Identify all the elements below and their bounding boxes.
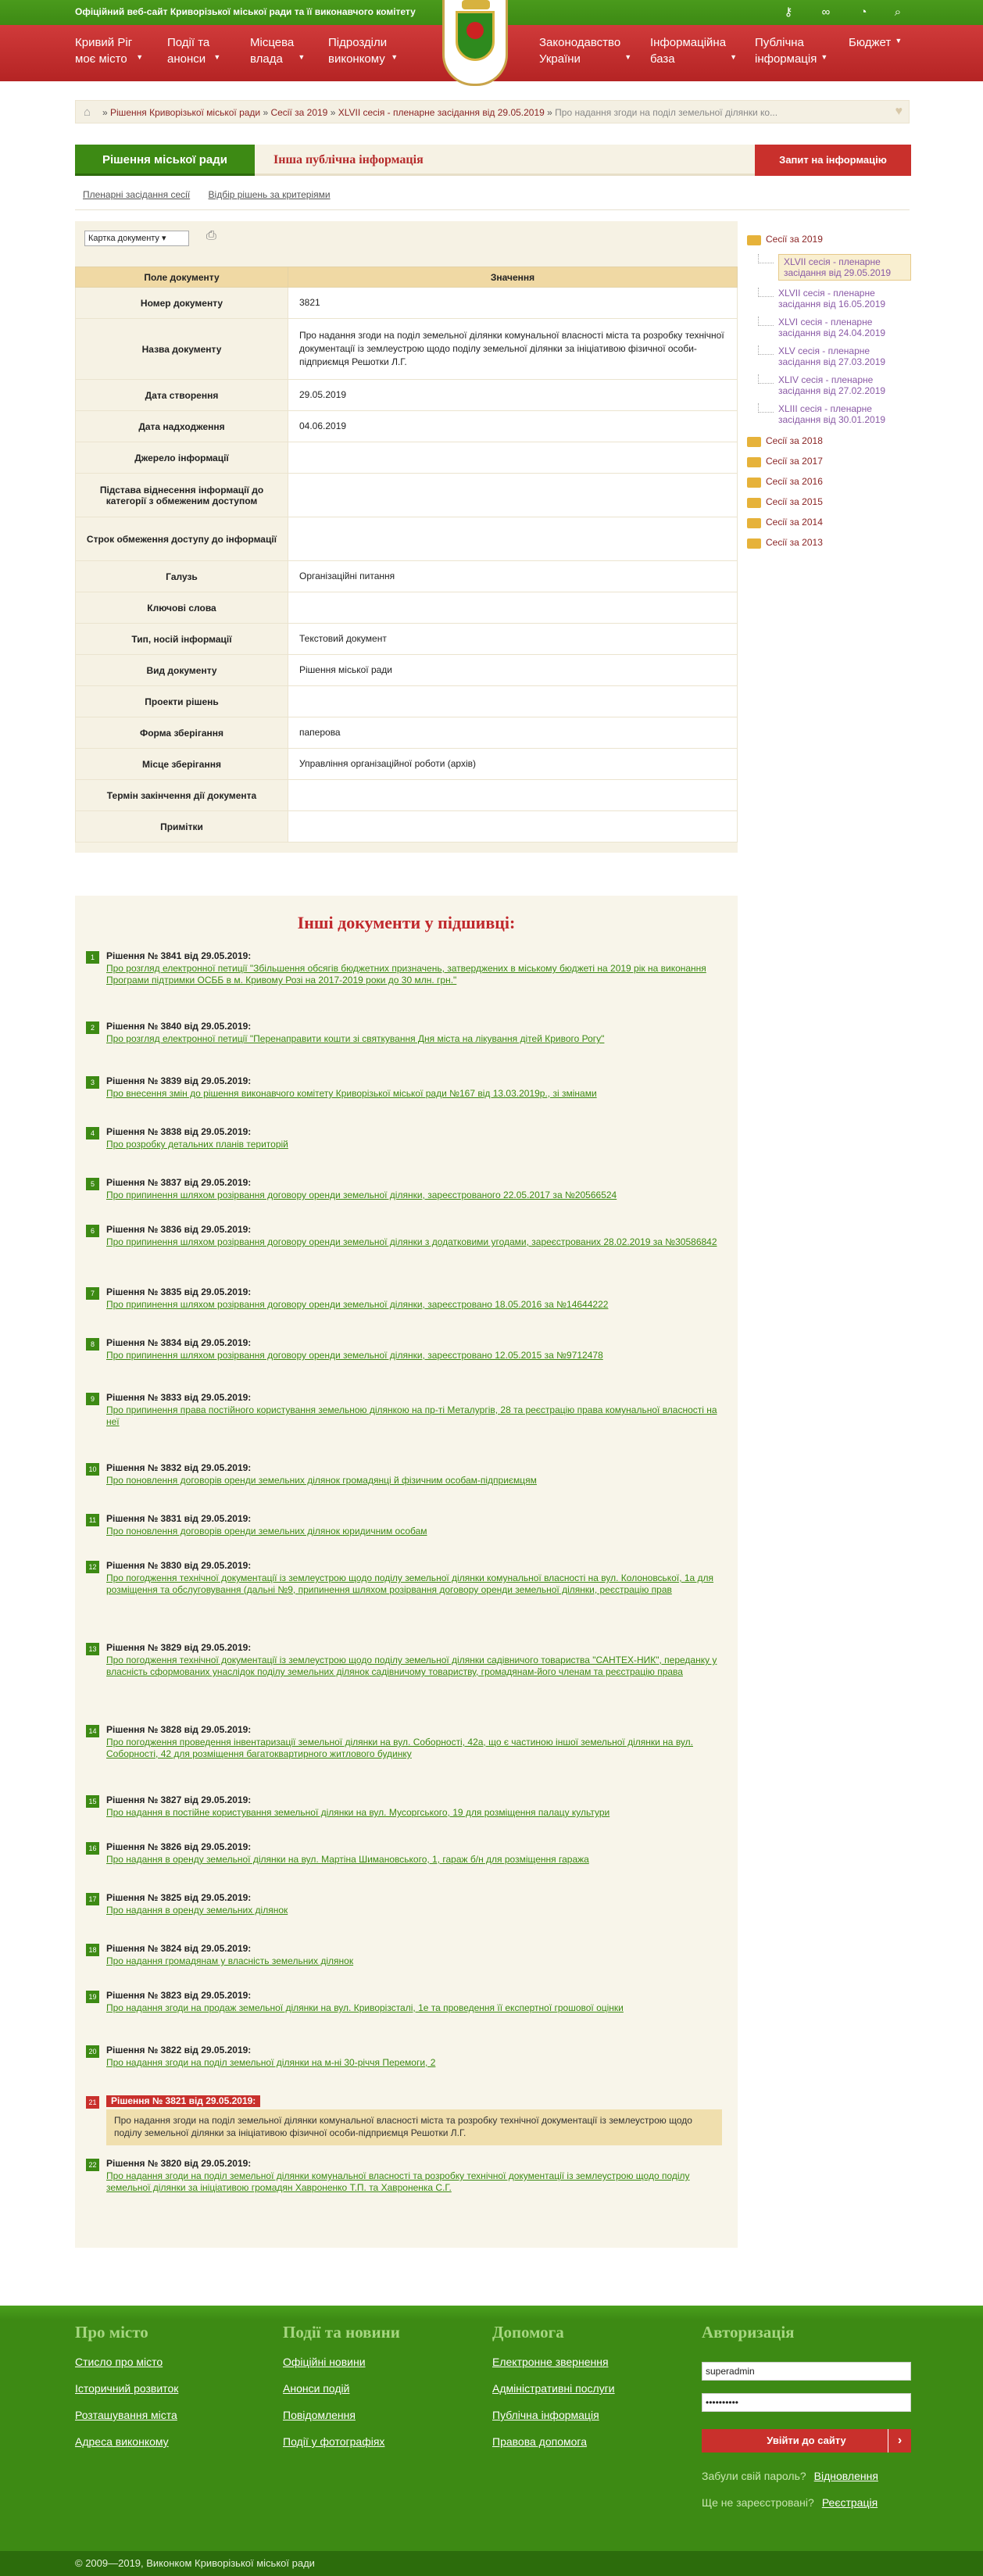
login-button[interactable]: Увійти до сайту › [702,2429,911,2453]
item-number-badge: 1 [86,951,99,964]
table-row [76,749,738,780]
field-value [288,592,738,624]
nav-item-budget[interactable]: Бюджет ▼ [849,36,903,49]
item-number-badge: 15 [86,1795,99,1808]
city-coat-of-arms[interactable] [442,0,508,86]
decision-title: Рішення № 3840 від 29.05.2019: [106,1021,252,1032]
forgot-password-row: Забули свій пароль? Відновлення [702,2470,878,2482]
related-heading: Інші документи у підшивці: [297,913,516,932]
related-documents [75,896,738,2248]
folder-icon [747,437,761,447]
item-number-badge: 20 [86,2045,99,2058]
footer-link[interactable]: Правова допомога [492,2435,587,2448]
field-value: Про надання згоди на поділ земельної ділянки комунальної власності міста та розробку технічної документації із землеустрою щодо поділу земельної ділянки за ініціативою фізичної особи-підприємця Решотки Л.Г. [288,319,738,380]
footer-link[interactable]: Стисло про місто [75,2356,163,2368]
decision-link[interactable]: Про внесення змін до рішення виконавчого комітету Криворізької міської ради №167 від 13.03.2019р., зі змінами [106,1088,597,1099]
folder-sessions-2017[interactable]: Сесії за 2017 [747,453,911,470]
document-view-select[interactable]: Картка документу ▾ [84,231,189,246]
password-field[interactable]: •••••••••• [702,2393,911,2412]
footer-news-column [283,2323,400,2460]
folder-icon [747,498,761,508]
tree-branch-icon [758,345,774,355]
footer-link[interactable]: Повідомлення [283,2409,356,2421]
sidebar-session-item[interactable]: XLVIІ сесія - пленарне засідання від 16.05.2019 [753,288,911,309]
table-row [76,717,738,749]
column-header-value: Значення [288,267,738,288]
field-label: Примітки [76,811,288,843]
item-number-badge: 8 [86,1338,99,1351]
footer-top-band [0,2306,983,2320]
item-number-badge: 18 [86,1944,99,1956]
arrow-right-icon: › [888,2429,911,2453]
item-number-badge: 9 [86,1393,99,1405]
decision-link[interactable]: Про надання в постійне користування земельної ділянки на вул. Мусоргського, 19 для розміщення палацу культури [106,1807,610,1818]
footer-link[interactable]: Анонси подій [283,2382,350,2395]
table-row [76,411,738,442]
nav-item-events[interactable]: Події та анонси ▼ [167,36,221,66]
folder-sessions-2016[interactable]: Сесії за 2016 [747,473,911,490]
current-decision-text: Про надання згоди на поділ земельної ділянки комунальної власності міста та розробку технічної документації із землеустрою щодо поділу земельної ділянки за ініціативою фізичної особи-підприємця Решотки Л.Г. [106,2109,722,2145]
sessions-sidebar [747,231,911,551]
decision-link[interactable]: Про припинення шляхом розірвання договору оренди земельної ділянки з додатковими угодами, зареєстрованих 28.02.2019 за №30586842 [106,1236,717,1247]
footer-link[interactable]: Адреса виконкому [75,2435,169,2448]
decision-title: Рішення № 3827 від 29.05.2019: [106,1794,252,1805]
glasses-icon[interactable]: ∞ [821,5,831,19]
section-header [255,145,755,176]
item-number-badge: 3 [86,1076,99,1089]
decision-title: Рішення № 3836 від 29.05.2019: [106,1224,252,1235]
decision-title: Рішення № 3830 від 29.05.2019: [106,1560,252,1571]
field-value: Текстовий документ [288,624,738,655]
favorite-heart-icon[interactable]: ♥ [895,105,903,118]
field-value: Рішення міської ради [288,655,738,686]
field-label: Проекти рішень [76,686,288,717]
table-row [76,288,738,319]
item-number-badge: 16 [86,1842,99,1855]
key-icon[interactable]: ⚷ [784,5,793,19]
folder-icon [747,538,761,549]
field-value: 3821 [288,288,738,319]
decision-title: Рішення № 3822 від 29.05.2019: [106,2045,252,2055]
decision-title: Рішення № 3821 від 29.05.2019: [106,2095,260,2107]
field-label: Місце зберігання [76,749,288,780]
decision-title: Рішення № 3824 від 29.05.2019: [106,1943,252,1954]
field-label: Дата надходження [76,411,288,442]
divider [75,209,910,210]
decision-link[interactable]: Про надання в оренду земельної ділянки на вул. Мартіна Шимановського, 1, гараж б/н для розміщення гаража [106,1854,589,1865]
table-row [76,811,738,843]
item-number-badge: 6 [86,1225,99,1237]
item-number-badge: 5 [86,1178,99,1190]
decision-title: Рішення № 3835 від 29.05.2019: [106,1286,252,1297]
decision-title: Рішення № 3828 від 29.05.2019: [106,1724,252,1735]
item-number-badge: 12 [86,1561,99,1573]
nav-item-legislation[interactable]: Законодавство України ▼ [539,36,632,66]
username-field[interactable]: superadmin [702,2362,911,2381]
footer-link[interactable]: Історичний розвиток [75,2382,179,2395]
decision-title: Рішення № 3825 від 29.05.2019: [106,1892,252,1903]
field-label: Підстава віднесення інформації до категорії з обмеженим доступом [76,474,288,517]
footer-heading: Авторизація [702,2323,795,2342]
table-row [76,474,738,517]
sidebar-session-item[interactable]: XLIII сесія - пленарне засідання від 30.01.2019 [753,403,911,425]
item-number-badge: 21 [86,2096,99,2109]
item-number-badge: 22 [86,2159,99,2171]
field-value [288,811,738,843]
item-number-badge: 7 [86,1287,99,1300]
item-number-badge: 10 [86,1463,99,1476]
breadcrumb-link[interactable]: Рішення Криворізької міської ради [110,107,261,118]
decision-link[interactable]: Про припинення шляхом розірвання договору оренди земельної ділянки, зареєстровано 12.05.2015 за №9712478 [106,1350,603,1361]
nav-item-divisions[interactable]: Підрозділи виконкому ▼ [328,36,399,66]
field-label: Термін закінчення дії документа [76,780,288,811]
footer-about-column [75,2323,178,2460]
footer-heading: Допомога [492,2323,564,2342]
table-row [76,686,738,717]
field-label: Тип, носій інформації [76,624,288,655]
print-icon[interactable]: ⎙ [206,229,216,242]
request-info-button[interactable]: Запит на інформацію [755,145,911,176]
table-row [76,319,738,380]
tree-branch-icon [758,374,774,384]
decision-title: Рішення № 3841 від 29.05.2019: [106,950,252,961]
footer-link[interactable]: Події у фотографіях [283,2435,385,2448]
tab-city-council-decisions[interactable]: Рішення міської ради [75,145,255,176]
search-icon[interactable]: ⌕ [894,5,902,19]
field-label: Вид документу [76,655,288,686]
subtab-plenary-sessions[interactable]: Пленарні засідання сесії [83,189,191,200]
register-row: Ще не зареєстровані? Реєстрація [702,2496,878,2509]
nav-item-city[interactable]: Кривий Ріг моє місто ▼ [75,36,144,66]
tree-branch-icon [758,254,774,263]
field-value [288,517,738,561]
breadcrumb [75,100,910,123]
decision-link[interactable]: Про погодження технічної документації із землеустрою щодо поділу земельної ділянки садівничого товариства "САНТЕХ-НИК", переданку у власність сформованих унаслідок поділу земельних ділянок садівничому товариству, громадянам-його членам та реєстрацію права [106,1655,717,1677]
decision-link[interactable]: Про погодження проведення інвентаризації земельної ділянки на вул. Соборності, 42а, що є частиною іншої земельної ділянки на вул. Соборності, 42 для розміщення багатоквартирного житлового будинку [106,1737,693,1759]
field-label: Джерело інформації [76,442,288,474]
column-header-field: Поле документу [76,267,288,288]
site-title: Офіційний веб-сайт Криворізької міської ради та її виконавчого комітету [75,6,416,17]
subtab-filter-decisions[interactable]: Відбір рішень за критеріями [208,189,331,200]
item-number-badge: 2 [86,1021,99,1034]
field-label: Форма зберігання [76,717,288,749]
table-row [76,655,738,686]
field-value: 29.05.2019 [288,380,738,411]
decision-link[interactable]: Про погодження технічної документації із землеустрою щодо поділу земельної ділянки комунальної власності на вул. Колоновської, 1а для розміщення та обслуговування (дальні №9, припинення шляхом розірвання договору оренди земельної ділянки, реєстрацію прав [106,1572,714,1595]
field-value [288,686,738,717]
field-value: Організаційні питання [288,561,738,592]
sidebar-session-item[interactable]: XLV сесія - пленарне засідання від 27.03.2019 [753,345,911,367]
footer-link[interactable]: Публічна інформація [492,2409,599,2421]
decision-title: Рішення № 3826 від 29.05.2019: [106,1841,252,1852]
field-value: паперова [288,717,738,749]
sidebar-session-item[interactable]: XLVI сесія - пленарне засідання від 24.04.2019 [753,317,911,338]
item-number-badge: 19 [86,1991,99,2003]
crown-shape [462,0,490,9]
breadcrumb-link[interactable]: Сесії за 2019 [270,107,328,118]
tree-branch-icon [758,403,774,413]
folder-sessions-2019[interactable]: Сесії за 2019 [747,231,911,248]
field-label: Строк обмеження доступу до інформації [76,517,288,561]
footer-heading: Про місто [75,2323,148,2342]
field-label: Ключові слова [76,592,288,624]
document-card [75,221,738,853]
item-number-badge: 14 [86,1725,99,1737]
folder-sessions-2015[interactable]: Сесії за 2015 [747,493,911,510]
decision-link[interactable]: Про надання в оренду земельних ділянок [106,1905,288,1916]
decision-link[interactable]: Про припинення шляхом розірвання договору оренди земельної ділянки, зареєстрованого 22.05.2017 за №20566524 [106,1190,617,1200]
footer [0,2306,983,2576]
subtabs [83,189,346,200]
decision-link[interactable]: Про розгляд електронної петиції "Збільшення обсягів бюджетних призначень, затверджених в міському бюджеті на 2019 рік на виконання Програми підтримки ОСББ в м. Кривому Розі на 2017-2019 роки до 30 млн. грн." [106,963,706,986]
sidebar-session-item[interactable]: XLIV сесія - пленарне засідання від 27.02.2019 [753,374,911,396]
rss-icon[interactable]: ◔ [860,5,867,19]
field-label: Галузь [76,561,288,592]
breadcrumb-link[interactable]: XLVII сесія - пленарне засідання від 29.05.2019 [338,107,545,118]
folder-sessions-2014[interactable]: Сесії за 2014 [747,513,911,531]
field-label: Назва документу [76,319,288,380]
footer-auth-column [702,2323,795,2353]
footer-help-column [492,2323,615,2460]
decision-link[interactable]: Про припинення права постійного користування земельною ділянкою на пр-ті Металургів, 28 та реєстрацію права комунальної власності на неї [106,1404,717,1427]
table-row [76,380,738,411]
field-value: 04.06.2019 [288,411,738,442]
footer-heading: Події та новини [283,2323,400,2342]
footer-link[interactable]: Розташування міста [75,2409,177,2421]
decision-title: Рішення № 3820 від 29.05.2019: [106,2158,252,2169]
table-row [76,517,738,561]
folder-icon [747,235,761,245]
footer-link[interactable]: Адміністративні послуги [492,2382,615,2395]
decision-link[interactable]: Про надання згоди на поділ земельної ділянки на м-ні 30-річчя Перемоги, 2 [106,2057,436,2068]
decision-title: Рішення № 3829 від 29.05.2019: [106,1642,252,1653]
decision-link[interactable]: Про поновлення договорів оренди земельних ділянок громадянці й фізичним особам-підприємцям [106,1475,537,1486]
decision-link[interactable]: Про надання згоди на продаж земельної ділянки на вул. Криворізсталі, 1е та проведення її експертної грошової оцінки [106,2002,624,2013]
decision-link[interactable]: Про розробку детальних планів територій [106,1139,288,1150]
decision-link[interactable]: Про поновлення договорів оренди земельних ділянок юридичним особам [106,1526,427,1537]
folder-icon [747,518,761,528]
item-number-badge: 4 [86,1127,99,1140]
register-link[interactable]: Реєстрація [821,2496,878,2509]
nav-item-public-info[interactable]: Публічна інформація ▼ [755,36,828,66]
table-row [76,442,738,474]
decision-link[interactable]: Про надання згоди на поділ земельної ділянки комунальної власності та розробку технічної документації із землеустрою щодо поділу земельної ділянки за ініціативою громадян Хавроненко Т.П. та Хавроненка С.Г. [106,2170,690,2193]
document-table [75,267,738,843]
field-value [288,780,738,811]
folder-icon [747,457,761,467]
footer-link[interactable]: Офіційні новини [283,2356,366,2368]
field-label: Дата створення [76,380,288,411]
section-title: Інша публічна інформація [273,153,424,166]
folder-sessions-2013[interactable]: Сесії за 2013 [747,534,911,551]
table-row [76,592,738,624]
decision-title: Рішення № 3839 від 29.05.2019: [106,1075,252,1086]
decision-link[interactable]: Про надання громадянам у власність земельних ділянок [106,1955,354,1966]
table-row [76,624,738,655]
rose-shape [466,22,484,39]
decision-title: Рішення № 3823 від 29.05.2019: [106,1990,252,2001]
sidebar-session-item[interactable]: XLVII сесія - пленарне засідання від 29.05.2019 [753,254,911,281]
decision-title: Рішення № 3838 від 29.05.2019: [106,1126,252,1137]
nav-item-info-base[interactable]: Інформаційна база ▼ [650,36,738,66]
decision-title: Рішення № 3832 від 29.05.2019: [106,1462,252,1473]
field-value [288,442,738,474]
table-row [76,561,738,592]
decision-title: Рішення № 3831 від 29.05.2019: [106,1513,252,1524]
decision-title: Рішення № 3834 від 29.05.2019: [106,1337,252,1348]
decision-link[interactable]: Про розгляд електронної петиції "Перенаправити кошти зі святкування Дня міста на лікування дітей Кривого Рогу" [106,1033,605,1044]
decision-link[interactable]: Про припинення шляхом розірвання договору оренди земельної ділянки, зареєстровано 18.05.2016 за №14644222 [106,1299,609,1310]
item-number-badge: 13 [86,1643,99,1655]
nav-item-local-government[interactable]: Місцева влада ▼ [250,36,306,66]
restore-link[interactable]: Відновлення [813,2470,878,2482]
footer-link[interactable]: Електронне звернення [492,2356,609,2368]
field-value: Управління організаційної роботи (архів) [288,749,738,780]
item-number-badge: 17 [86,1893,99,1905]
tree-branch-icon [758,317,774,326]
copyright: © 2009—2019, Виконком Криворізької міської ради [0,2551,983,2576]
field-label: Номер документу [76,288,288,319]
item-number-badge: 11 [86,1514,99,1526]
table-row [76,780,738,811]
home-icon[interactable]: ⌂ [84,106,91,119]
folder-sessions-2018[interactable]: Сесії за 2018 [747,432,911,449]
field-value [288,474,738,517]
breadcrumb-current: Про надання згоди на поділ земельної ділянки ко... [555,107,778,118]
decision-title: Рішення № 3837 від 29.05.2019: [106,1177,252,1188]
folder-icon [747,478,761,488]
breadcrumb-trail: » Рішення Криворізької міської ради » Сесії за 2019 » XLVII сесія - пленарне засідання від 29.05.2019 » Про надання згоди на поділ земельної ділянки ко... [102,107,778,118]
decision-title: Рішення № 3833 від 29.05.2019: [106,1392,252,1403]
tree-branch-icon [758,288,774,297]
